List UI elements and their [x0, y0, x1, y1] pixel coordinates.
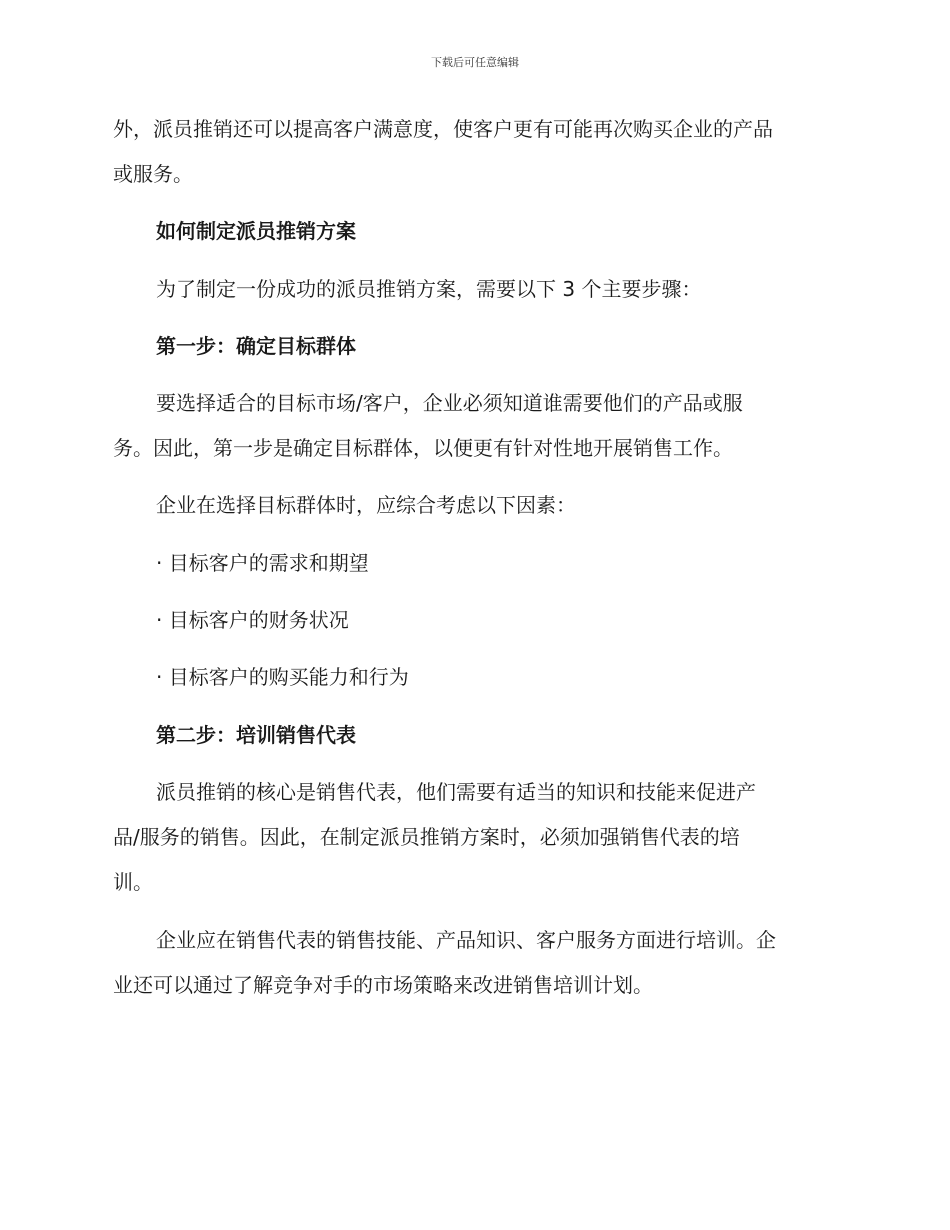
section-heading: 如何制定派员推销方案: [156, 219, 356, 243]
list-item: · 目标客户的财务状况: [156, 608, 349, 632]
paragraph-line: 训。: [113, 870, 153, 894]
paragraph-line: 要选择适合的目标市场/客户，企业必须知道谁需要他们的产品或服: [156, 391, 743, 415]
paragraph-line: 外，派员推销还可以提高客户满意度，使客户更有可能再次购买企业的产品: [113, 117, 773, 141]
step-heading: 第二步：培训销售代表: [156, 723, 356, 747]
paragraph-line: 品/服务的销售。因此，在制定派员推销方案时，必须加强销售代表的培: [113, 825, 740, 849]
list-item: · 目标客户的需求和期望: [156, 551, 369, 575]
paragraph-line: 企业在选择目标群体时，应综合考虑以下因素：: [156, 493, 576, 517]
list-item: · 目标客户的购买能力和行为: [156, 665, 409, 689]
paragraph-line: 派员推销的核心是销售代表，他们需要有适当的知识和技能来促进产: [156, 780, 756, 804]
paragraph-line: 务。因此，第一步是确定目标群体，以便更有针对性地开展销售工作。: [113, 436, 733, 460]
paragraph-line: 业还可以通过了解竞争对手的市场策略来改进销售培训计划。: [113, 973, 653, 997]
paragraph-line: 为了制定一份成功的派员推销方案，需要以下 3 个主要步骤：: [156, 277, 702, 301]
paragraph-line: 或服务。: [113, 162, 193, 186]
step-heading: 第一步：确定目标群体: [156, 334, 356, 358]
paragraph-line: 企业应在销售代表的销售技能、产品知识、客户服务方面进行培训。企: [156, 928, 776, 952]
page-header: 下载后可任意编辑: [431, 56, 519, 69]
